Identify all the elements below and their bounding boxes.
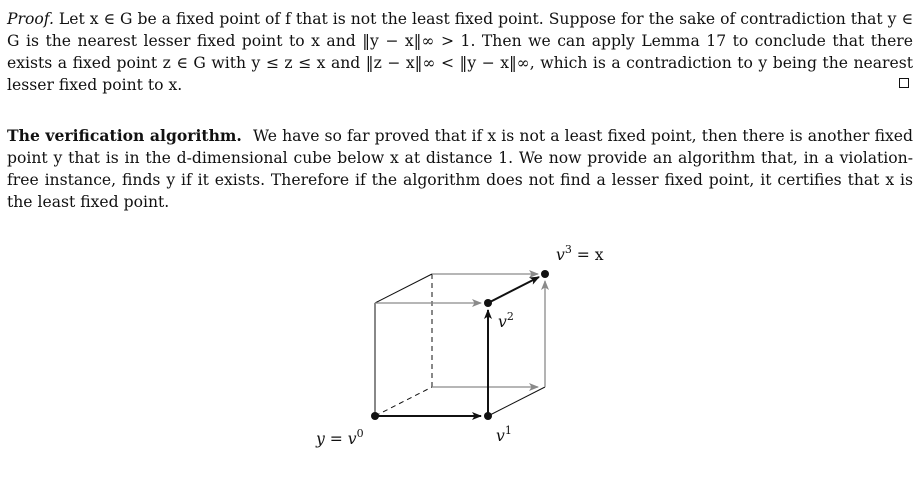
proof-body: Let x ∈ G be a fixed point of f that is not the least fixed point. Suppose for the sake of contradiction that y ∈ G is the nearest lesser fixed point to x and ‖y − x‖∞ > 1. Then we can apply Lemma 17 to conclude that there exists a fixed point z ∈ G with y ≤ z ≤ x and ‖z − x‖∞ < ‖y − x‖∞, which is a contradiction to y being the nearest lesser fixed point to x.: [7, 10, 913, 94]
hidden-edge-bottom-left: [375, 387, 432, 416]
path-arrow-v2-v3: [488, 277, 539, 303]
label-v2: $v^2$: [498, 310, 514, 331]
cube-edge-top-left-diagonal: [375, 274, 432, 303]
label-v1: $v^1$: [496, 424, 512, 445]
label-v0: $y = v^0$: [316, 427, 364, 448]
vertex-v3: [541, 270, 549, 278]
vertex-v1: [484, 412, 492, 420]
cube-edge-bottom-right-diagonal: [488, 387, 545, 416]
verification-body: We have so far proved that if x is not a least fixed point, then there is another fixed point y that is in the d-dimensional cube below x at distance 1. We now provide an algorithm that, in a violation-free instance, finds y if it exists. Therefore if the algorithm does not find a lesser fixed point, it certifies that x is the least fixed point.: [7, 127, 913, 211]
verification-heading: The verification algorithm.: [7, 126, 242, 145]
proof-lead: Proof.: [7, 10, 54, 28]
label-v3: $v^3 = x$: [556, 243, 604, 264]
vertex-v2: [484, 299, 492, 307]
vertex-v0: [371, 412, 379, 420]
